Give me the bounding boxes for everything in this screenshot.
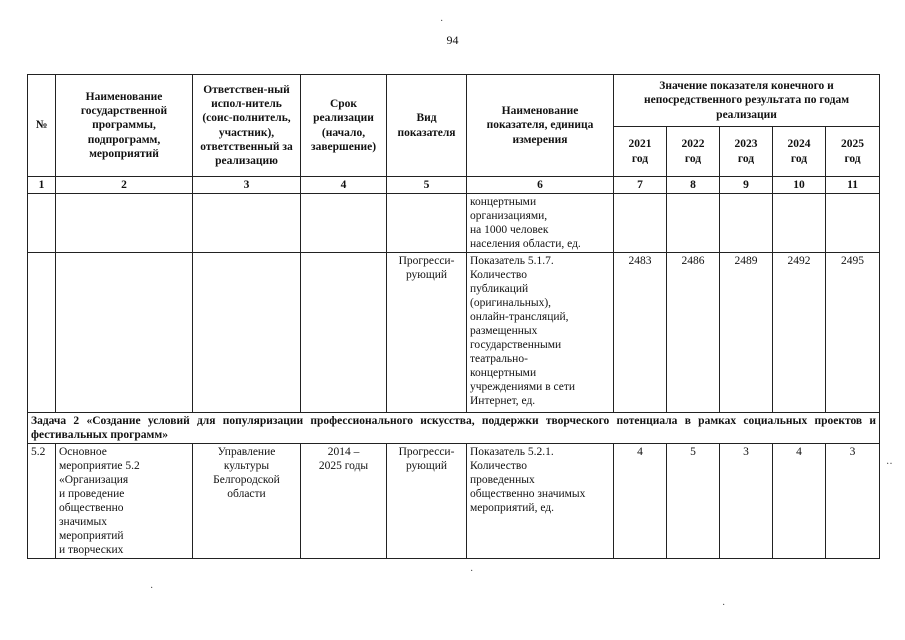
task-heading: Задача 2 «Создание условий для популяризации профессионального искусства, поддержки творческого потенциала в рамках социальных проектов и фестивальных программ» [28,413,880,444]
table-cell [28,194,56,253]
column-number: 11 [826,177,880,194]
column-number: 7 [614,177,667,194]
indicator-name-cell: Показатель 5.1.7. Количество публикаций (оригинальных), онлайн-трансляций, размещенных государственными театрально- концертными учреждениями в сети Интернет, ед. [467,253,614,413]
indicator-name-cell: Показатель 5.2.1. Количество проведенных общественно значимых мероприятий, ед. [467,444,614,559]
indicator-type-cell: Прогресси- рующий [387,253,467,413]
header-executor: Ответствен-ный испол-нитель (соис-полнитель, участник), ответственный за реализацию [193,75,301,177]
value-2024: 2492 [773,253,826,413]
value-2021: 4 [614,444,667,559]
column-number: 1 [28,177,56,194]
header-term: Срок реализации (начало, завершение) [301,75,387,177]
table-row-continuation [28,194,880,253]
table-cell [28,253,56,413]
column-number: 10 [773,177,826,194]
executor-cell: Управление культуры Белгородской области [193,444,301,559]
header-year-2025: 2025 год [826,127,880,177]
table-cell [614,194,667,253]
header-row-1 [28,75,880,127]
header-program-name: Наименование государственной программы, подпрограмм, мероприятий [56,75,193,177]
indicator-table [27,74,880,559]
column-number: 6 [467,177,614,194]
table-cell [193,194,301,253]
table-cell [826,194,880,253]
table-cell [193,253,301,413]
header-year-2022: 2022 год [667,127,720,177]
value-2025: 2495 [826,253,880,413]
header-year-2021: 2021 год [614,127,667,177]
table-row-5-2 [28,444,880,559]
table-cell [56,253,193,413]
indicator-type-cell: Прогресси- рующий [387,444,467,559]
task-row [28,413,880,444]
value-2023: 2489 [720,253,773,413]
table-cell [56,194,193,253]
value-2022: 2486 [667,253,720,413]
scan-speck: · [150,583,154,594]
table-cell [667,194,720,253]
indicator-name-cell: концертными организациями, на 1000 человек населения области, ед. [467,194,614,253]
table-cell [720,194,773,253]
header-indicator-name: Наименование показателя, единица измерения [467,75,614,177]
term-cell: 2014 – 2025 годы [301,444,387,559]
value-2024: 4 [773,444,826,559]
header-year-2023: 2023 год [720,127,773,177]
page-number: 94 [446,33,459,47]
program-name-cell: Основное мероприятие 5.2 «Организация и проведение общественно значимых мероприятий и творческих [56,444,193,559]
column-numbers-row [28,177,880,194]
column-number: 9 [720,177,773,194]
column-number: 8 [667,177,720,194]
row-number-cell: 5.2 [28,444,56,559]
header-indicator-type: Вид показателя [387,75,467,177]
table-cell [773,194,826,253]
table-row-5-1-7 [28,253,880,413]
scan-speck: · [470,566,474,577]
column-number: 3 [193,177,301,194]
column-number: 5 [387,177,467,194]
value-2025: 3 [826,444,880,559]
value-2021: 2483 [614,253,667,413]
header-number: № [28,75,56,177]
header-year-2024: 2024 год [773,127,826,177]
scan-speck: ‥ [886,456,893,467]
value-2022: 5 [667,444,720,559]
table-cell [301,253,387,413]
table-cell [301,194,387,253]
column-number: 4 [301,177,387,194]
column-number: 2 [56,177,193,194]
scan-speck: · [722,600,726,611]
value-2023: 3 [720,444,773,559]
header-values-group: Значение показателя конечного и непосредственного результата по годам реализации [614,75,880,127]
table-cell [387,194,467,253]
scan-speck: · [440,16,444,27]
